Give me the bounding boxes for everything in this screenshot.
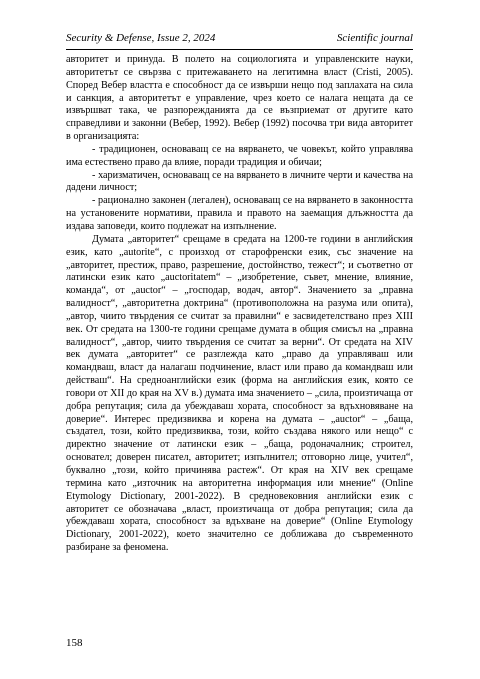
header-divider	[66, 49, 413, 50]
paragraph-etymology: Думата „авторитет“ срещаме в средата на 1200-те години в английския език, като „autorite“, с произход от старофренски език, със значение на „авторитет, престиж, право, разрешение, достойнство, тежест“; и съответно от латински език като „auctoritatem“ – „изобретение, съвет, мнение, влияние, команда“, от „auctor“ – „господар, водач, автор“. Значението за „правна валидност“, „авторитетна доктрина“ (противоположна на разума или опита), „автор, чиито твърдения се считат за правилни“ е засвидетелствано през XIII век. От средата на 1300-те години срещаме думата в общия смисъл на „правна валидност“, „автор, чиито твърдения се считат за верни“. От средата на XIV век думата „авторитет“ се разглежда като „право да управляваш или командваш, власт да налагаш подчинение, власт или право да командваш или действаш“. На средноанглийски език (форма на английския език, която се говори от XII до края на XV в.) думата има значението – „сила, произтичаща от добра репутация; сила да убеждаваш хората, способност за вдъхновяване на доверие“. Интерес предизвиква и корена на думата – „auctor“ – „баща, създател, този, който предизвиква, този, който създава някого или нещо“ с директно значение от латински език – „баща, родоначалник; строител, основател; доверен писател, авторитет; изпълнител; отговорно лице, учител“, буквално „този, който причинява растеж“. От края на XIV век срещаме термина като „източник на авторитетна информация или мнение“ (Online Etymology Dictionary, 2001-2022). В средновековния английски език с авторитет се обозначава „власт, произтичаща от добра репутация; сила да убеждаваш хората, способност за вдъхване на доверие“ (Online Etymology Dictionary, 2001-2022), което значително се доближава до съвременното разбиране за феномена.	[66, 233, 413, 554]
list-item-charismatic: - харизматичен, основаващ се на вярването в личните черти и качества на дадени личност;	[66, 169, 413, 194]
page-number: 158	[66, 637, 83, 649]
journal-type-label: Scientific journal	[336, 32, 413, 44]
article-body	[66, 54, 413, 555]
list-item-rational-legal: - рационално законен (легален), основаващ се на вярването в законността на установените нормативи, правила и правото на заемащия длъжността да издава заповеди, които подлежат на изпълнение.	[66, 195, 413, 232]
paragraph-intro: авторитет и принуда. В полето на социологията и управленските науки, авторитетът се свързва с притежаването на легитимна власт (Cristi, 2005). Според Вебер властта е способност да се извърши нещо под заплахата на сила и санкция, а авторитетът е управление, чрез което се налага нещата да се извършват така, че разпорежданията да се възприемат от другите като справедливи и законни (Вебер, 1992). Вебер (1992) посочва три вида авторитет в организацията:	[66, 54, 413, 143]
journal-issue-title: Security & Defense, Issue 2, 2024	[66, 32, 216, 44]
page-header	[66, 31, 413, 45]
list-item-traditional: - традиционен, основаващ се на вярването, че човекът, който управлява има естествено право да влияе, поради традиция и обичаи;	[66, 143, 413, 168]
